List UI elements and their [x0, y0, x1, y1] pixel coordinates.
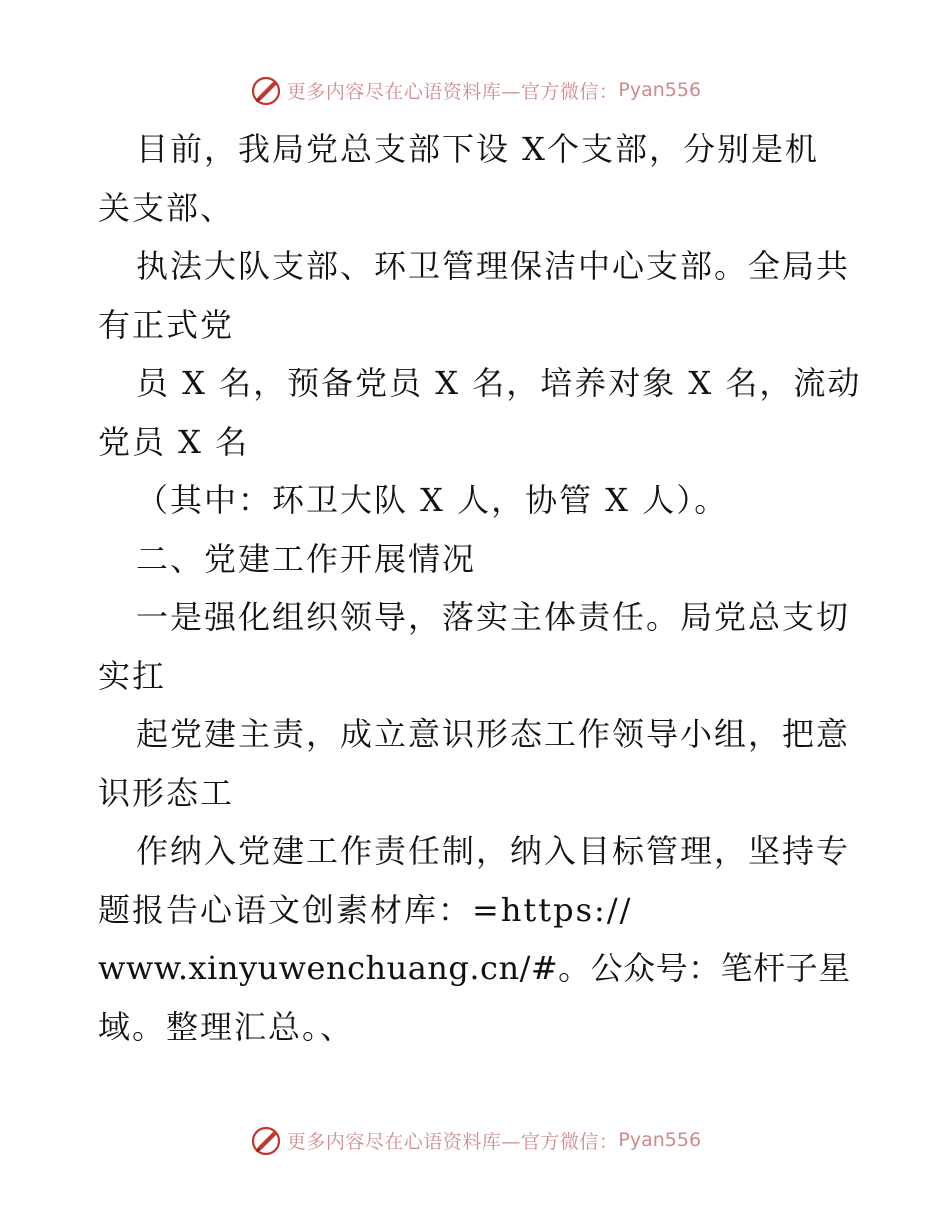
- document-body: [98, 120, 862, 1056]
- watermark-wechat-id: Pyan556: [618, 79, 702, 101]
- text-line: 执法大队支部、环卫管理保洁中心支部。全局共: [136, 247, 851, 285]
- text-line: 识形态工: [98, 773, 235, 812]
- text-line: 党员 X 名: [98, 422, 250, 461]
- text-line: www.xinyuwenchuang.cn/#。公众号：笔杆子星: [98, 949, 851, 987]
- header-watermark: [0, 70, 950, 110]
- text-line: 题报告心语文创素材库：=https://: [98, 890, 633, 929]
- text-line: 实扛: [98, 656, 167, 695]
- text-line: 员 X 名，预备党员 X 名，培养对象 X 名，流动: [136, 364, 862, 402]
- text-line: 起党建主责，成立意识形态工作领导小组，把意: [136, 715, 851, 753]
- text-line: 关支部、: [98, 188, 235, 227]
- text-line: 目前，我局党总支部下设 X个支部，分别是机: [136, 130, 819, 168]
- watermark-text: 更多内容尽在心语资料库—官方微信：: [286, 80, 619, 103]
- pen-logo-icon: [249, 73, 283, 107]
- watermark-text: 更多内容尽在心语资料库—官方微信：: [286, 1130, 619, 1153]
- text-line: 一是强化组织领导，落实主体责任。局党总支切: [136, 598, 851, 636]
- section-heading: 二、党建工作开展情况: [136, 539, 477, 578]
- text-line: 有正式党: [98, 305, 235, 344]
- text-line: （其中：环卫大队 X 人，协管 X 人）。: [136, 481, 729, 519]
- footer-watermark: [0, 1120, 950, 1160]
- text-line: 域。整理汇总。、: [98, 1007, 355, 1046]
- text-line: 作纳入党建工作责任制，纳入目标管理，坚持专: [136, 832, 851, 870]
- watermark-wechat-id: Pyan556: [618, 1129, 702, 1151]
- pen-logo-icon: [249, 1123, 283, 1157]
